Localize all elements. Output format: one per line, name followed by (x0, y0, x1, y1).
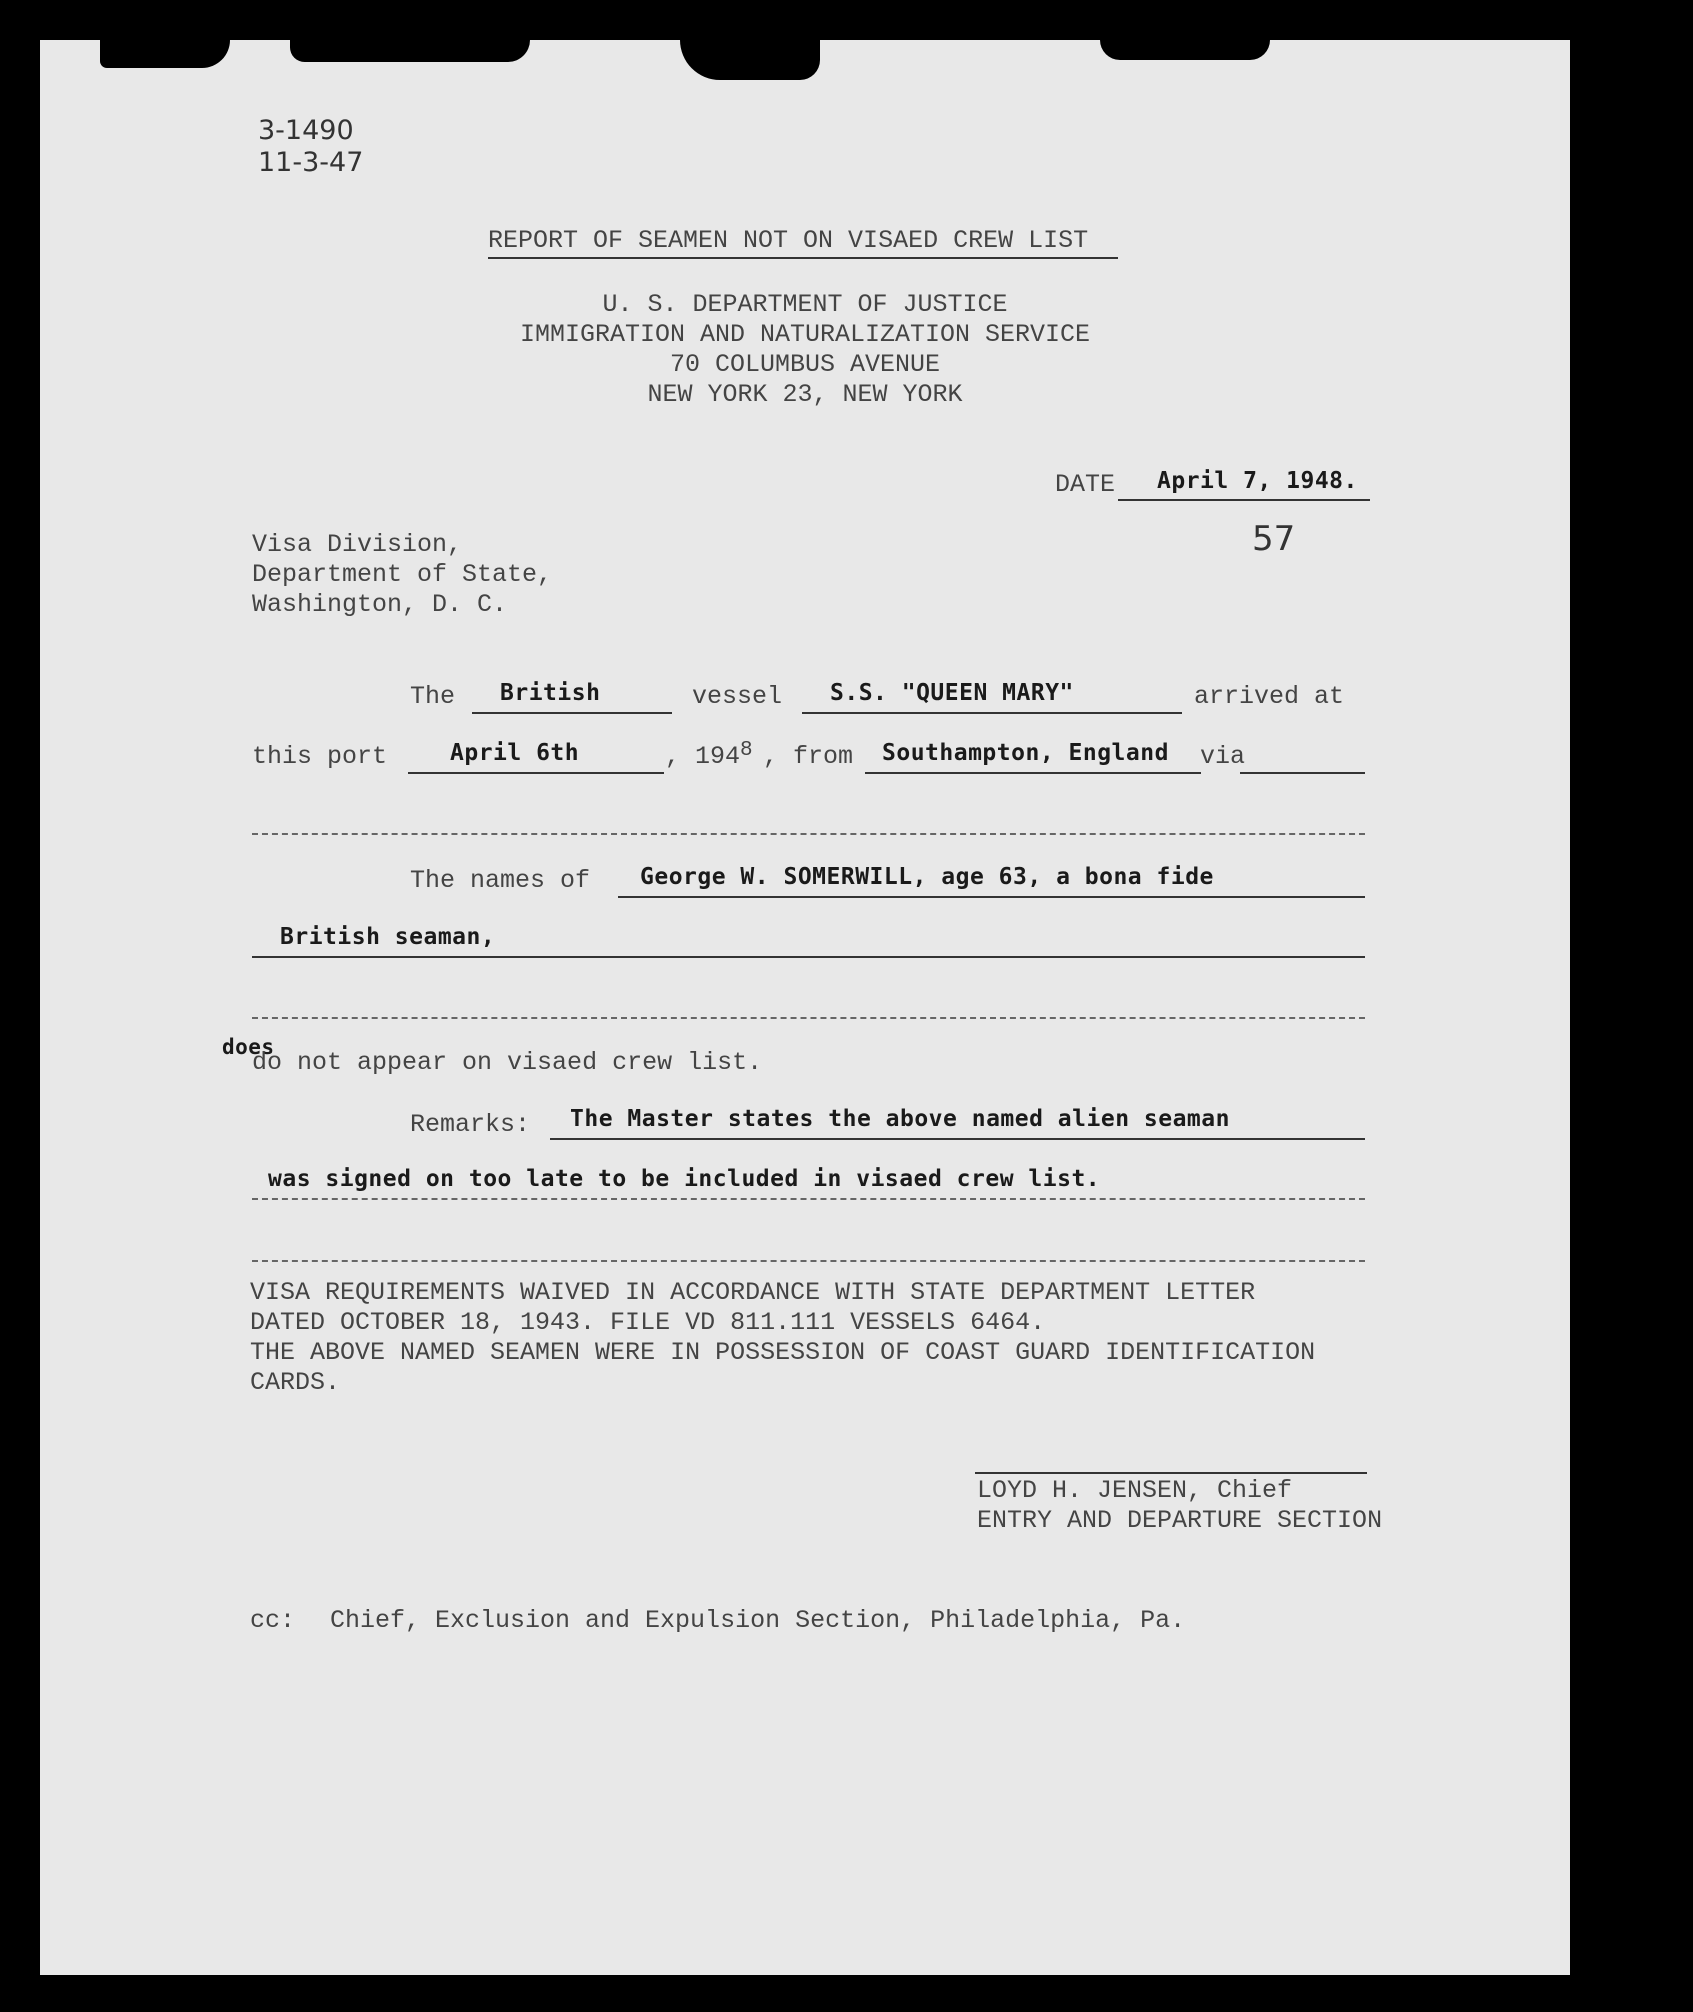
port-label: this port (252, 742, 388, 771)
blank-line-3 (252, 1260, 1365, 1262)
file-date: 11-3-47 (258, 147, 364, 178)
status-struck-word: do (252, 1048, 283, 1077)
page-number: 57 (1252, 519, 1296, 559)
date-underline (1118, 499, 1370, 501)
notice-line-3: THE ABOVE NAMED SEAMEN WERE IN POSSESSION OF COAST GUARD IDENTIFICATION (250, 1338, 1316, 1367)
remarks-line-1-underline (550, 1138, 1365, 1140)
report-title: REPORT OF SEAMEN NOT ON VISAED CREW LIST (488, 226, 1089, 255)
header-line-2: IMMIGRATION AND NATURALIZATION SERVICE (519, 320, 1091, 349)
remarks-line-2-underline (252, 1198, 1365, 1200)
status-line (252, 1048, 762, 1078)
origin-port: Southampton, England (882, 740, 1169, 766)
year-prefix-text: , 194 (665, 742, 741, 771)
vessel-name-underline (802, 712, 1182, 714)
arrived-label: arrived at (1194, 682, 1345, 711)
year-prefix (665, 739, 753, 774)
status-text: not appear on visaed crew list. (282, 1048, 763, 1077)
remarks-line-2: was signed on too late to be included in visaed crew list. (268, 1166, 1101, 1192)
year-suffix: 8 (740, 739, 753, 762)
date-value: April 7, 1948. (1157, 468, 1358, 494)
header-line-1: U. S. DEPARTMENT OF JUSTICE (602, 290, 1008, 319)
remarks-line-1: The Master states the above named alien seaman (570, 1106, 1230, 1132)
document-page (40, 40, 1570, 1975)
nationality-underline (472, 712, 672, 714)
top-edge-blot-4 (1100, 40, 1270, 60)
origin-underline (865, 772, 1201, 774)
notice-line-2: DATED OCTOBER 18, 1943. FILE VD 811.111 VESSELS 6464. (250, 1308, 1046, 1337)
file-number: 3-1490 (258, 115, 354, 146)
cc-label: cc: (250, 1606, 296, 1635)
blank-line-1 (252, 833, 1365, 835)
vessel-name: S.S. "QUEEN MARY" (830, 680, 1074, 706)
via-label: via (1200, 742, 1246, 771)
seaman-line-1-underline (618, 896, 1365, 898)
top-edge-blot-2 (290, 40, 530, 62)
top-edge-blot-1 (100, 40, 230, 68)
seaman-line-1: George W. SOMERWILL, age 63, a bona fide (640, 864, 1214, 890)
arrival-date: April 6th (450, 740, 580, 766)
header-line-4: NEW YORK 23, NEW YORK (647, 380, 963, 409)
via-underline (1240, 772, 1365, 774)
seaman-line-2-underline (252, 956, 1365, 958)
addressee-line-3: Washington, D. C. (252, 590, 508, 619)
header-line-3: 70 COLUMBUS AVENUE (669, 350, 941, 379)
vessel-label: vessel (692, 682, 783, 711)
arrival-date-underline (408, 772, 664, 774)
top-edge-blot-3 (680, 40, 820, 80)
title-underline (488, 257, 1118, 259)
remarks-label: Remarks: (410, 1110, 531, 1139)
addressee-line-1: Visa Division, (252, 530, 463, 559)
date-label: DATE (1055, 470, 1116, 499)
signatory-name: LOYD H. JENSEN, Chief (977, 1476, 1293, 1505)
status-correction: does (222, 1035, 275, 1059)
the-label: The (410, 682, 456, 711)
vessel-nationality: British (500, 680, 601, 706)
signature-line (975, 1472, 1367, 1474)
signatory-section: ENTRY AND DEPARTURE SECTION (977, 1506, 1383, 1535)
cc-recipient: Chief, Exclusion and Expulsion Section, Philadelphia, Pa. (330, 1606, 1186, 1635)
addressee-line-2: Department of State, (252, 560, 553, 589)
names-label: The names of (410, 866, 591, 895)
notice-line-1: VISA REQUIREMENTS WAIVED IN ACCORDANCE WITH STATE DEPARTMENT LETTER (250, 1278, 1256, 1307)
notice-line-4: CARDS. (250, 1368, 341, 1397)
from-label: , from (763, 742, 854, 771)
seaman-line-2: British seaman, (280, 924, 496, 950)
blank-line-2 (252, 1017, 1365, 1019)
